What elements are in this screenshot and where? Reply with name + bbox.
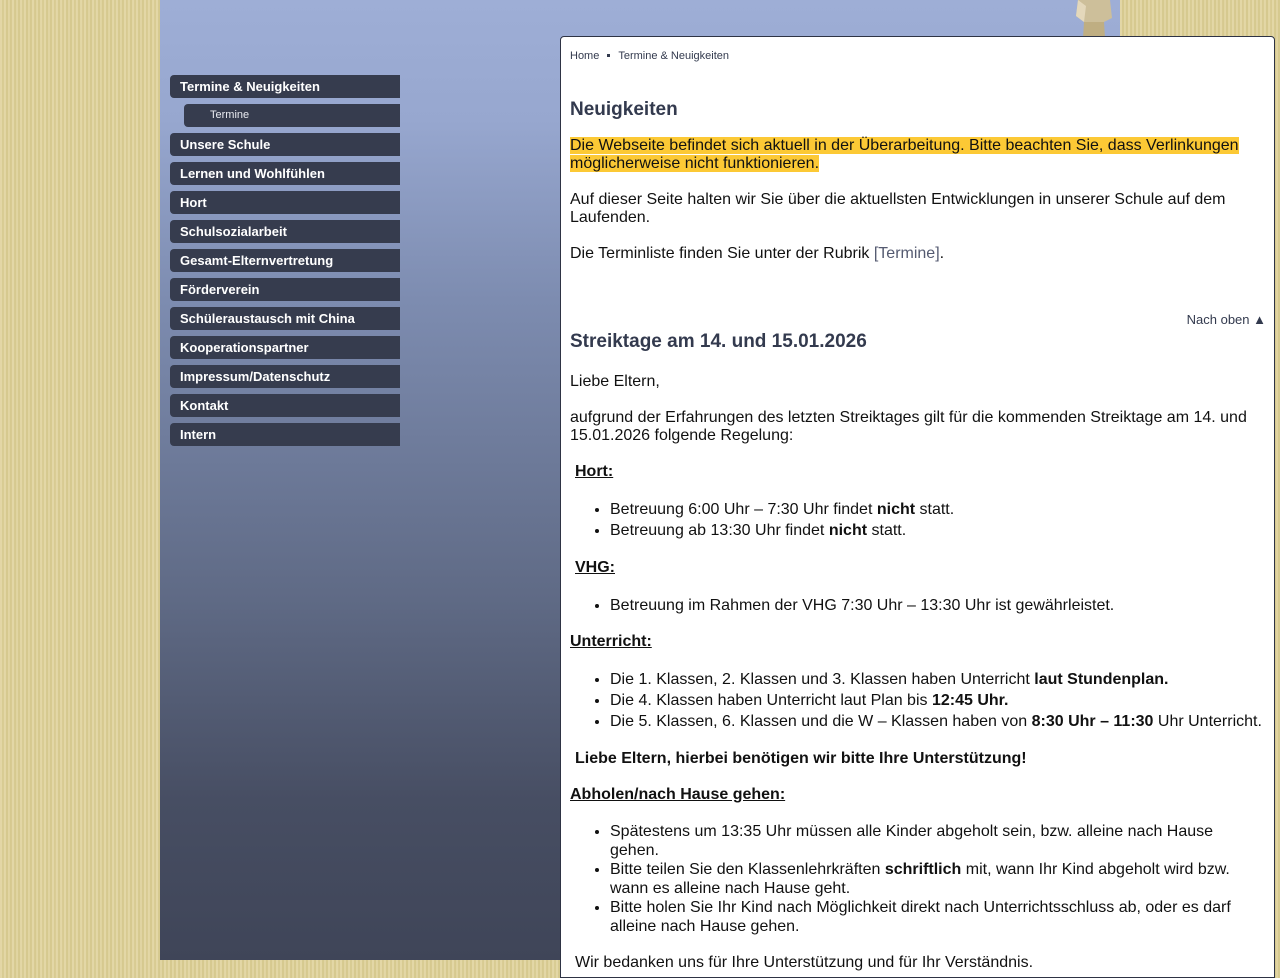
nav-item-intern[interactable]: Intern — [170, 423, 400, 446]
support-appeal: Liebe Eltern, hierbei benötigen wir bitte Ihre Unterstützung! — [575, 750, 1027, 767]
nav-item-kontakt[interactable]: Kontakt — [170, 394, 400, 417]
termine-hint: Die Terminliste finden Sie unter der Rubrik [Termine]. — [570, 245, 945, 262]
vhg-list — [570, 595, 1266, 616]
breadcrumb — [570, 37, 1266, 64]
list-item: • Betreuung ab 13:30 Uhr findet nicht statt. — [610, 520, 1266, 541]
back-to-top-link[interactable]: Nach oben ▲ — [1186, 312, 1266, 327]
hort-list — [570, 499, 1266, 541]
page-frame — [160, 0, 1266, 971]
nav-item-termine-neuigkeiten[interactable]: Termine & Neuigkeiten — [170, 75, 400, 98]
maintenance-notice: Die Webseite befindet sich aktuell in der Überarbeitung. Bitte beachten Sie, dass Verlinkungen möglicherweise nicht funktionieren. — [570, 137, 1239, 172]
vhg-heading: VHG: — [575, 559, 615, 576]
nav-item-unsere-schule[interactable]: Unsere Schule — [170, 133, 400, 156]
abholen-heading: Abholen/nach Hause gehen: — [570, 786, 786, 803]
list-item: • Bitte teilen Sie den Klassenlehrkräften schriftlich mit, wann Ihr Kind abgeholt wird bzw. wann es alleine nach Hause geht. — [610, 860, 1266, 898]
hort-heading: Hort: — [575, 463, 614, 480]
breadcrumb-current-link[interactable]: Termine & Neuigkeiten — [618, 50, 730, 62]
breadcrumb-separator-icon — [607, 54, 610, 57]
nav-item-schulsozialarbeit[interactable]: Schulsozialarbeit — [170, 220, 400, 243]
abholen-list — [570, 822, 1266, 936]
nav-item-schueleraustausch-china[interactable]: Schüleraustausch mit China — [170, 307, 400, 330]
unterricht-heading: Unterricht: — [570, 633, 652, 650]
content-panel — [560, 36, 1275, 978]
nav-item-lernen-wohlfuehlen[interactable]: Lernen und Wohlfühlen — [170, 162, 400, 185]
main-navigation — [170, 75, 400, 452]
list-item: • Die 1. Klassen, 2. Klassen und 3. Klassen haben Unterricht laut Stundenplan. — [610, 669, 1266, 690]
nav-item-gesamt-elternvertretung[interactable]: Gesamt-Elternvertretung — [170, 249, 400, 272]
nav-item-hort[interactable]: Hort — [170, 191, 400, 214]
article-greeting: Liebe Eltern, — [570, 373, 660, 390]
list-item: • Betreuung im Rahmen der VHG 7:30 Uhr – 13:30 Uhr ist gewährleistet. — [610, 595, 1266, 616]
termine-link[interactable]: [Termine] — [873, 245, 940, 262]
list-item: • Spätestens um 13:35 Uhr müssen alle Kinder abgeholt sein, bzw. alleine nach Hause gehen. — [610, 822, 1266, 860]
unterricht-list — [570, 669, 1266, 732]
news-heading: Neuigkeiten — [570, 99, 678, 120]
list-item: • Die 5. Klassen, 6. Klassen und die W – Klassen haben von 8:30 Uhr – 11:30 Uhr Unterricht. — [610, 711, 1266, 732]
nav-item-foerderverein[interactable]: Förderverein — [170, 278, 400, 301]
list-item: • Betreuung 6:00 Uhr – 7:30 Uhr findet nicht statt. — [610, 499, 1266, 520]
nav-item-kooperationspartner[interactable]: Kooperationspartner — [170, 336, 400, 359]
article-title: Streiktage am 14. und 15.01.2026 — [570, 331, 867, 352]
article-intro: aufgrund der Erfahrungen des letzten Streiktages gilt für die kommenden Streiktage am 14. und 15.01.2026 folgende Regelung: — [570, 409, 1247, 444]
breadcrumb-home-link[interactable]: Home — [570, 50, 600, 62]
list-item: • Die 4. Klassen haben Unterricht laut Plan bis 12:45 Uhr. — [610, 690, 1266, 711]
nav-subitem-termine[interactable]: Termine — [184, 104, 400, 127]
list-item: • Bitte holen Sie Ihr Kind nach Möglichkeit direkt nach Unterrichtsschluss ab, oder es darf alleine nach Hause gehen. — [610, 898, 1266, 936]
header-figure-illustration — [1074, 0, 1116, 38]
thanks-text: Wir bedanken uns für Ihre Unterstützung und für Ihr Verständnis. — [575, 954, 1034, 971]
news-intro: Auf dieser Seite halten wir Sie über die aktuellsten Entwicklungen in unserer Schule auf dem Laufenden. — [570, 191, 1226, 226]
nav-item-impressum-datenschutz[interactable]: Impressum/Datenschutz — [170, 365, 400, 388]
